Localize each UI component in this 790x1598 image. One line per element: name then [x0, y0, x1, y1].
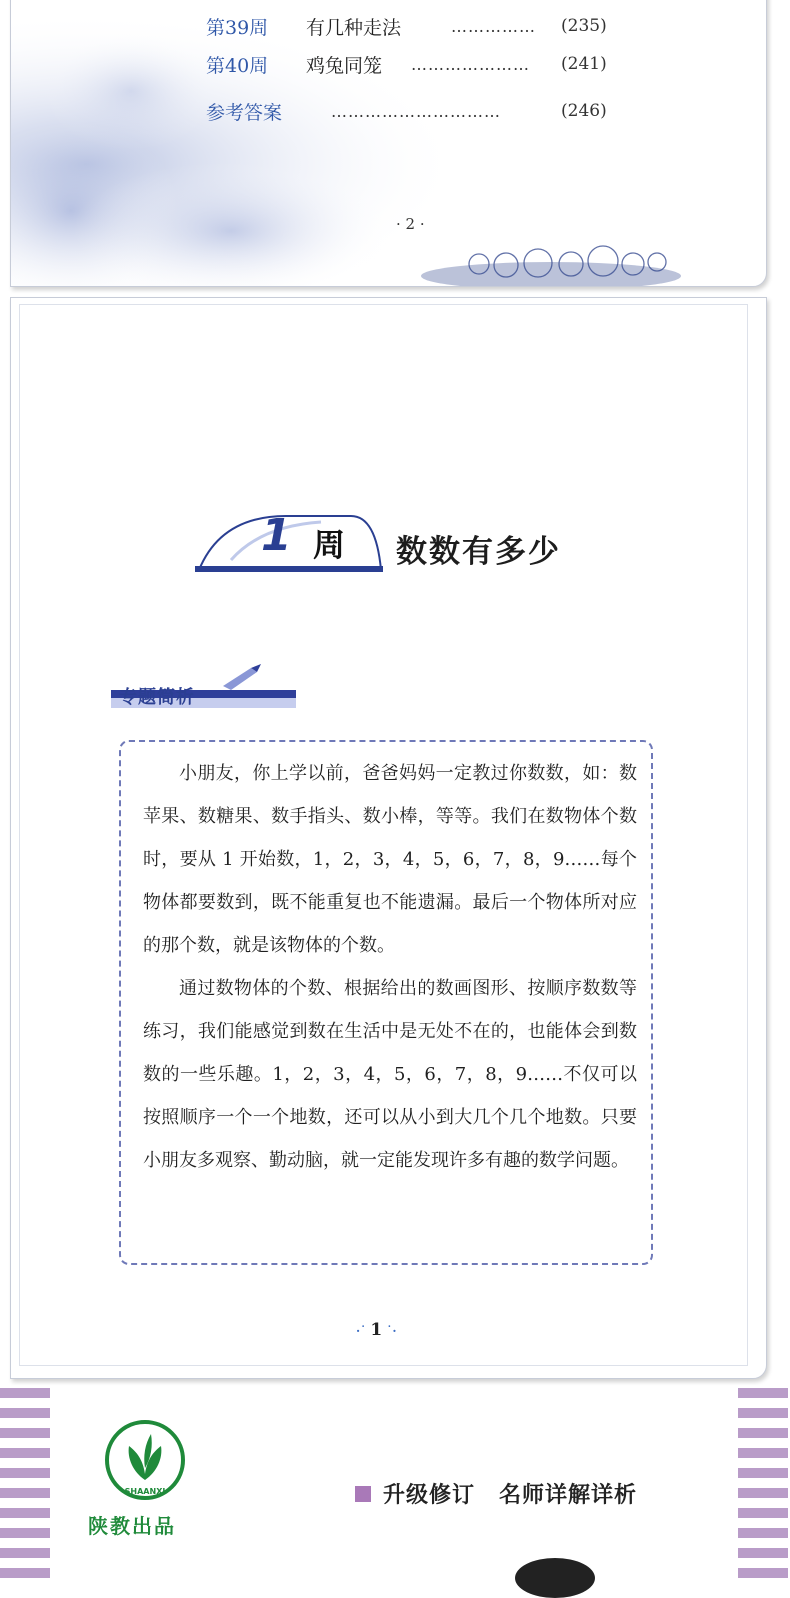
banner-bottom-shape — [515, 1558, 595, 1598]
slogan-part-2: 名师详解详析 — [499, 1482, 638, 1508]
chapter-week-char: 周 — [313, 526, 346, 564]
toc-page — [10, 0, 767, 287]
toc-page-number: (246) — [561, 101, 607, 121]
toc-week-label: 第39周 — [206, 16, 269, 39]
toc-answers-label: 参考答案 — [206, 101, 283, 124]
toc-leader-dots: …………… — [451, 16, 536, 36]
logo-text: SHAANXI — [124, 1487, 166, 1496]
slogan-part-1: 升级修订 — [383, 1482, 476, 1508]
section-text-box — [119, 740, 653, 1265]
publisher-logo-icon — [103, 1418, 187, 1502]
toc-row-answers[interactable] — [206, 96, 607, 126]
page-number-top: · 2 · — [396, 215, 425, 233]
slogan-square-icon — [355, 1486, 371, 1502]
page-number — [356, 1320, 397, 1340]
stripe-decoration-left — [0, 1388, 50, 1580]
toc-leader-dots: ………………………… — [331, 101, 501, 121]
chapter-title: 数数有多少 — [396, 534, 561, 570]
chapter-page — [10, 297, 767, 1379]
toc-week-label: 第40周 — [206, 54, 269, 77]
toc-title: 鸡兔同笼 — [306, 54, 383, 77]
toc-page-number: (235) — [561, 16, 607, 36]
section-paragraph-2: 通过数物体的个数、根据给出的数画图形、按顺序数数等练习，我们能感觉到数在生活中是无处不在的，也能体会到数数的一些乐趣。1，2，3，4，5，6，7，8，9……不仅可以按照顺序一个一个地数，还可以从小到大几个几个地数。只要小朋友多观察、勤动脑，就一定能发现许多有趣的数学问题。 — [143, 978, 637, 1171]
section-paragraph-1: 小朋友，你上学以前，爸爸妈妈一定教过你数数，如：数苹果、数糖果、数手指头、数小棒，等等。我们在数物体个数时，要从 1 开始数，1，2，3，4，5，6，7，8，9……每个物体都要数到，既不能重复也不能遗漏。最后一个物体所对应的那个数，就是该物体的个数。 — [143, 763, 637, 956]
banner-slogan — [355, 1478, 661, 1509]
publisher-banner — [0, 1388, 790, 1580]
toc-title: 有几种走法 — [306, 16, 402, 39]
chapter-number: 1 — [261, 510, 292, 561]
toc-leader-dots: ………………… — [411, 54, 530, 74]
toc-row-40[interactable] — [206, 49, 607, 79]
publisher-brand: 陕教出品 — [88, 1514, 176, 1538]
section-label: 专题简析 — [119, 687, 195, 708]
toc-page-number: (241) — [561, 54, 607, 74]
toc-row-39[interactable] — [206, 11, 607, 41]
page-number-value: 1 — [370, 1320, 383, 1340]
page-dots-icon: ˙· — [382, 1324, 397, 1338]
page-dots-icon: ·˙ — [356, 1324, 371, 1338]
watercolor-background — [11, 0, 766, 286]
stripe-decoration-right — [738, 1388, 788, 1580]
